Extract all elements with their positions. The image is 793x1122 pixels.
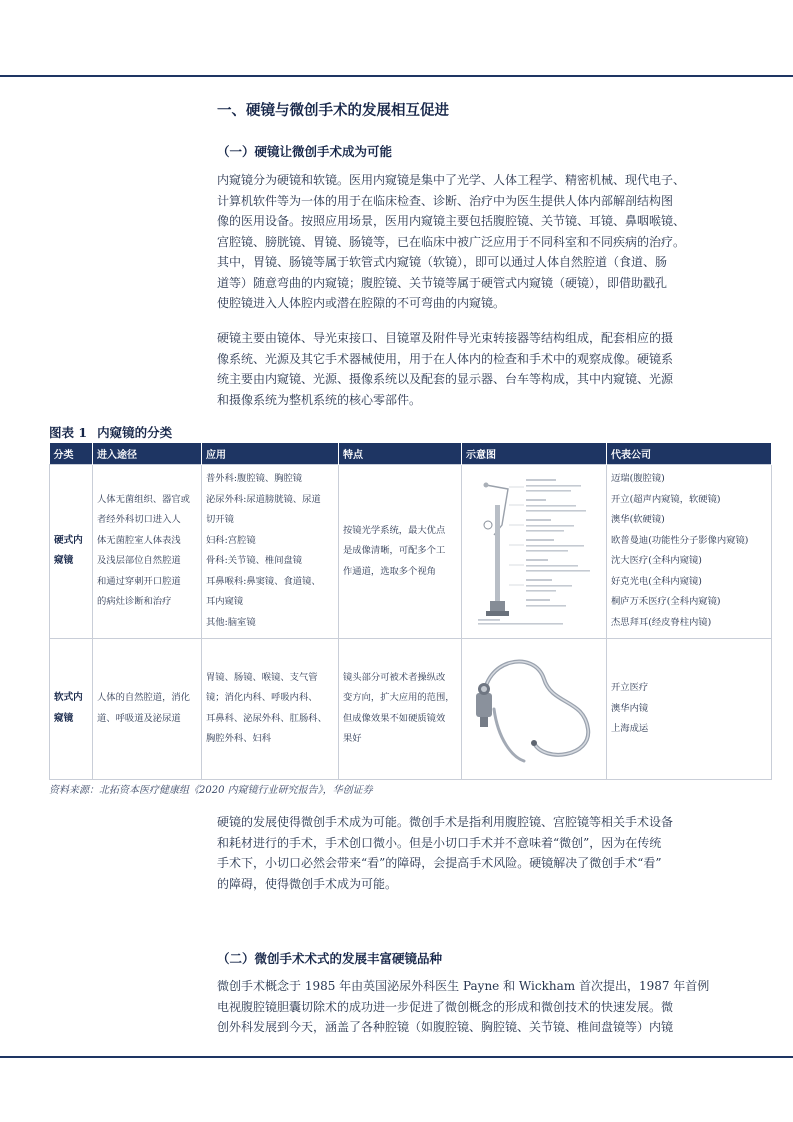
text-line: 和通过穿刺开口腔道 [97,575,181,587]
text-line: 是成像清晰，可配多个工 [343,545,446,556]
text-line: 泌尿外科:尿道膀胱镜、尿道 [206,493,321,505]
header-companies: 代表公司 [607,443,772,465]
text-line: 像系统、光源及其它手术器械使用，用于在人体内的检查和手术中的观察成像。硬镜系 [217,351,674,366]
text-line: 宫腔镜、膀胱镜、胃镜、肠镜等，已在临床中被广泛应用于不同科室和不同疾病的治疗。 [217,234,686,249]
text-line: 手术下，小切口必然会带来“看”的障碍，会提高手术风险。硬镜解决了微创手术“看” [217,856,662,870]
figure-title [49,423,182,441]
text-line: 创外科发展到今天，涵盖了各种腔镜（如腹腔镜、胸腔镜、关节镜、椎间盘镜等）内镜 [217,1020,674,1034]
text-line: 上海成运 [611,723,649,734]
text-line: 硬式内 [54,534,83,546]
text-line: 好克光电(全科内窥镜) [611,575,702,587]
text-line: 开立医疗 [611,682,649,693]
subsection-title-2: （二）微创手术术式的发展丰富硬镜品种 [217,951,443,966]
text-line: 人体无菌组织、器官或 [97,493,190,505]
text-line: 桐庐万禾医疗(全科内窥镜) [611,596,721,608]
text-line: 果好 [343,733,362,745]
cell-application [202,638,339,780]
endoscope-classification-table [49,443,772,780]
cell-diagram [462,638,607,780]
subsection-title-1: （一）硬镜让微创手术成为可能 [217,144,393,159]
text-line: 妇科:宫腔镜 [206,534,256,546]
text-line: 欧普曼迪(功能性分子影像内窥镜) [611,534,749,546]
text-line: 按镜光学系统，最大优点 [343,524,446,536]
flexible-endoscope-diagram [464,639,604,771]
paragraph-4 [217,976,753,1038]
cell-companies [607,638,772,780]
cell-entry [93,465,202,639]
text-line: 及浅层部位自然腔道 [97,555,181,567]
text-line: 窥镜 [54,712,74,724]
text-line: 其他:脑室镜 [206,616,256,628]
table-row [50,465,772,639]
cell-diagram [462,465,607,639]
text-line: 沈大医疗(全科内窥镜) [611,555,702,567]
paragraph-3 [217,812,753,894]
text-line: 镜；消化内科、呼吸内科、 [206,692,318,704]
header-application: 应用 [202,443,339,465]
text-line: 微创手术概念于 1985 年由英国泌尿外科医生 Payne 和 Wickham 首次提出，1987 年首例 [217,979,710,993]
text-line: 者经外科切口进入人 [97,514,181,526]
text-line: 开立(超声内窥镜，软硬镜) [611,493,721,505]
cell-category [50,638,93,780]
cell-feature [339,638,462,780]
cell-feature [339,465,462,639]
text-line: 道等）随意弯曲的内窥镜；腹腔镜、关节镜等属于硬管式内窥镜（硬镜），即借助戳孔 [217,275,668,290]
text-line: 内窥镜分为硬镜和软镜。医用内窥镜是集中了光学、人体工程学、精密机械、现代电子、 [217,173,686,187]
cell-category [50,465,93,639]
text-line: 胃镜、肠镜、喉镜、支气管 [206,671,318,683]
text-line: 杰思拜耳(经皮脊柱内镜) [611,616,712,628]
text-line: 切开镜 [206,514,234,526]
footer-rule [0,1056,793,1058]
text-line: 和摄像系统为整机系统的核心零部件。 [217,392,422,407]
text-line: 像的医用设备。按照应用场景，医用内窥镜主要包括腹腔镜、关节镜、耳镜、鼻咽喉镜、 [217,214,686,228]
header-diagram: 示意图 [462,443,607,465]
text-line: 迈瑞(腹腔镜) [611,473,665,485]
text-line: 人体的自然腔道，消化 [97,692,190,704]
text-line: 使腔镜进入人体腔内或潜在腔隙的不可弯曲的内窥镜。 [217,296,506,310]
header-rule [0,75,793,77]
paragraph-1 [217,170,753,314]
text-line: 胸腔外科、妇科 [206,733,272,745]
text-line: 体无菌腔室人体表浅 [97,534,181,546]
header-entry: 进入途径 [93,443,202,465]
text-line: 道、呼吸道及泌尿道 [97,712,181,724]
text-line: 硬镜的发展使得微创手术成为可能。微创手术是指利用腹腔镜、宫腔镜等相关手术设备 [217,815,674,829]
rigid-endoscope-diagram [464,465,604,629]
text-line: 镜头部分可被术者操纵改 [343,671,446,683]
text-line: 窥镜 [54,555,74,567]
table-header-row [50,443,772,465]
text-line: 变方向，扩大应用的范围， [343,692,455,704]
text-line: 其中，胃镜、肠镜等属于软管式内窥镜（软镜），即可以通过人体自然腔道（食道、肠 [217,255,668,269]
section-title: 一、硬镜与微创手术的发展相互促进 [217,102,449,119]
text-line: 普外科:腹腔镜、胸腔镜 [206,473,303,485]
source-note: 资料来源：北拓资本医疗健康组《2020 内窥镜行业研究报告》，华创证券 [49,785,373,796]
cell-companies [607,465,772,639]
text-line: 软式内 [54,692,83,704]
text-line: 骨科:关节镜、椎间盘镜 [206,555,303,567]
text-line: 但成像效果不如硬质镜效 [343,712,446,724]
text-line: 和耗材进行的手术，手术创口微小。但是小切口手术并不意味着“微创”，因为在传统 [217,835,662,850]
text-line: 的病灶诊断和治疗 [97,596,172,608]
header-feature: 特点 [339,443,462,465]
cell-entry [93,638,202,780]
figure-label: 图表 1 [49,425,88,440]
text-line: 澳华内镜 [611,702,649,714]
figure-caption: 内窥镜的分类 [97,425,173,440]
text-line: 计算机软件等为一体的用于在临床检查、诊断、治疗中为医生提供人体内部解剖结构图 [217,193,674,208]
header-category: 分类 [50,443,93,465]
text-line: 澳华(软硬镜) [611,514,665,526]
text-line: 耳鼻喉科:鼻窦镜、食道镜、 [206,575,321,587]
text-line: 耳鼻科、泌尿外科、肛肠科、 [206,712,327,724]
cell-application [202,465,339,639]
text-line: 作通道，选取多个视角 [343,565,436,577]
text-line: 电视腹腔镜胆囊切除术的成功进一步促进了微创概念的形成和微创技术的快速发展。微 [217,999,674,1014]
text-line: 耳内窥镜 [206,596,244,608]
table-row [50,638,772,780]
text-line: 的障碍，使得微创手术成为可能。 [217,876,398,891]
text-line: 统主要由内窥镜、光源、摄像系统以及配套的显示器、台车等构成，其中内窥镜、光源 [217,372,674,386]
paragraph-2 [217,328,753,410]
text-line: 硬镜主要由镜体、导光束接口、目镜罩及附件导光束转接器等结构组成，配套相应的摄 [217,331,674,345]
